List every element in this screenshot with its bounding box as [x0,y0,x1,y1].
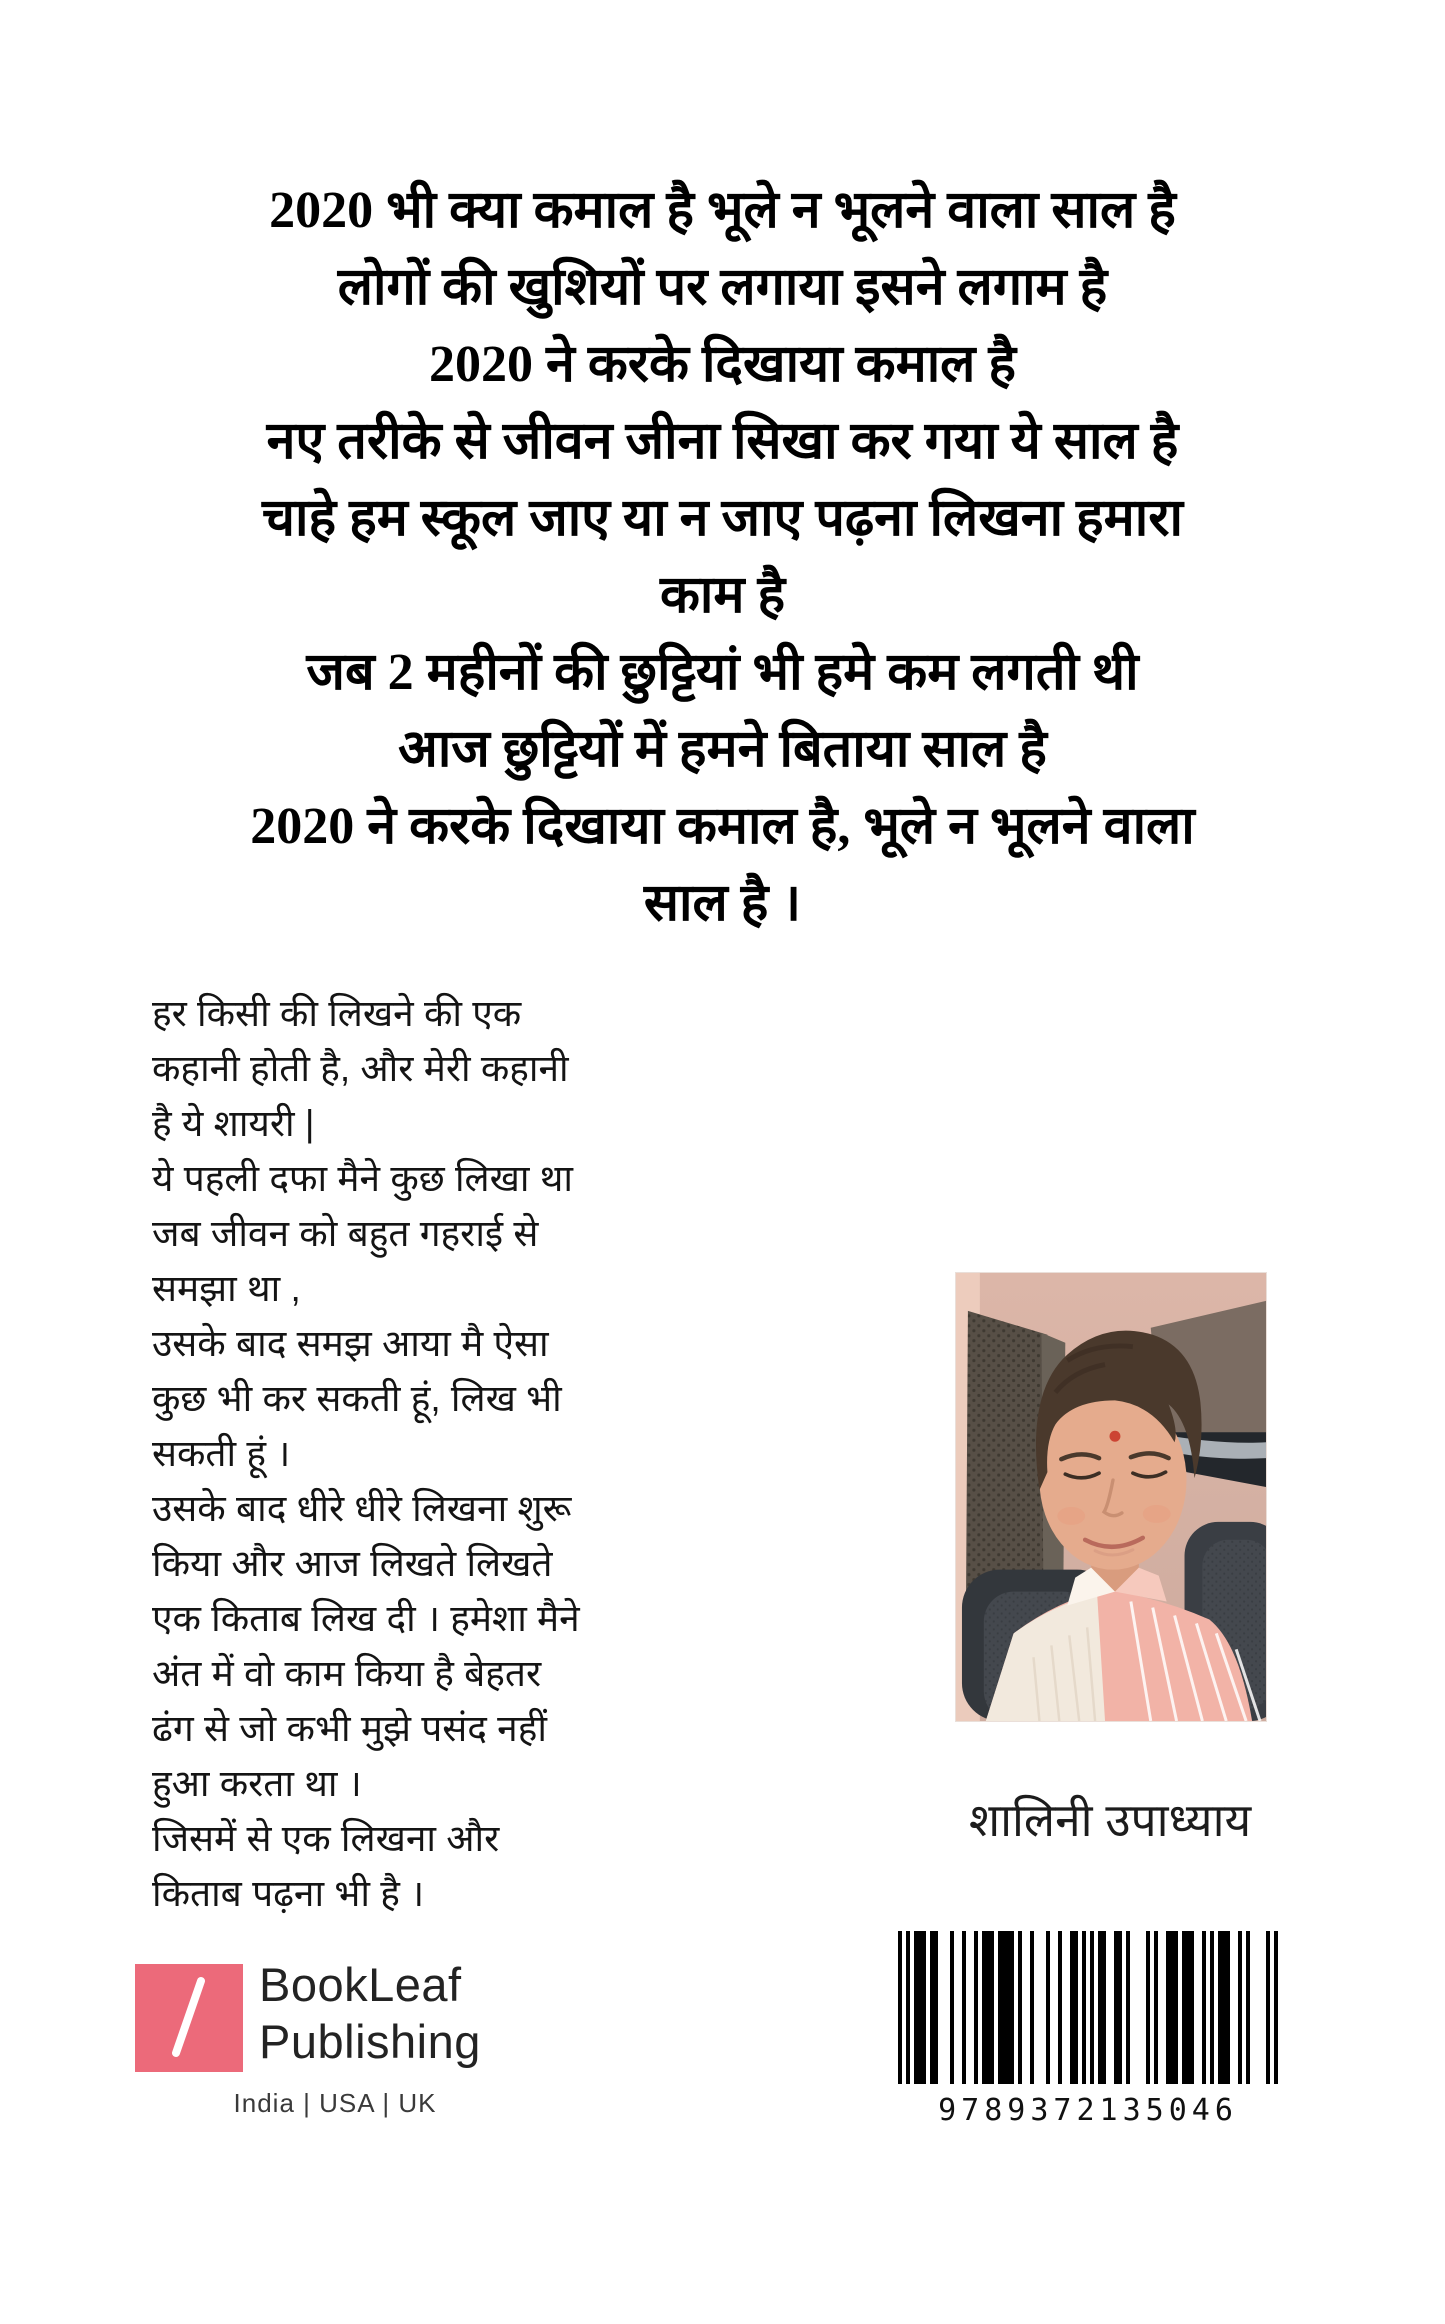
text-line: 2020 ने करके दिखाया कमाल है [428,336,1017,393]
cheek-right [1143,1505,1171,1523]
barcode [898,1931,1278,2128]
text-line: जब जीवन को बहुत गहराई से [152,1213,539,1254]
text-line: लोगों की खुशियों पर लगाया इसने लगाम है [337,259,1108,316]
text-line: अंत में वो काम किया है बेहतर [152,1653,542,1694]
text-line: समझा था , [152,1268,301,1309]
poem-text [70,172,1375,942]
text-line: किताब पढ़ना भी है । [152,1873,425,1914]
text-line: जिसमें से एक लिखना और [152,1818,500,1859]
publisher-logo-mark [135,1964,243,2072]
text-line: चाहे हम स्कूल जाए या न जाए पढ़ना लिखना हमारा [262,490,1183,547]
barcode-bars [898,1931,1278,2084]
author-photo-illustration [956,1273,1266,1721]
publisher-name [259,1956,481,2070]
door-mat [966,1311,1047,1612]
text-line: किया और आज लिखते लिखते [152,1543,553,1584]
isbn-number: 9789372135046 [938,2093,1238,2128]
text-line: है ये शायरी | [152,1103,315,1144]
publisher-name-line2: Publishing [259,2015,481,2068]
publisher-regions: India | USA | UK [233,2088,437,2118]
text-line: उसके बाद समझ आया मै ऐसा [152,1323,549,1364]
text-line: हुआ करता था । [152,1763,362,1804]
publisher-logo [135,1958,535,2119]
author-photo [955,1272,1267,1722]
text-line: कहानी होती है, और मेरी कहानी [152,1048,569,1089]
text-line: 2020 ने करके दिखाया कमाल है, भूले न भूलने वाला [250,798,1195,855]
bindi [1110,1431,1121,1442]
text-line: ढंग से जो कभी मुझे पसंद नहीं [152,1708,547,1749]
text-line: ये पहली दफा मैने कुछ लिखा था [152,1158,573,1199]
text-line: 2020 भी क्या कमाल है भूले न भूलने वाला साल है [269,182,1176,239]
text-line: आज छुट्टियों में हमने बिताया साल है [398,721,1047,778]
text-line: सकती हूं । [152,1433,291,1474]
publisher-name-line1: BookLeaf [259,1958,462,2011]
text-line: साल है । [643,875,802,932]
text-line: जब 2 महीनों की छुट्टियां भी हमे कम लगती थी [306,644,1139,701]
text-line: उसके बाद धीरे धीरे लिखना शुरू [152,1488,572,1529]
text-line: कुछ भी कर सकती हूं, लिख भी [152,1378,562,1419]
text-line: एक किताब लिख दी । हमेशा मैने [152,1598,580,1639]
author-bio [152,986,712,1921]
slash-icon [135,1964,243,2072]
cheek-left [1057,1507,1085,1525]
author-name: शालिनी उपाध्याय [968,1794,1252,1846]
text-line: हर किसी की लिखने की एक [152,993,522,1034]
publisher-logo-row [135,1958,535,2072]
text-line: काम है [659,567,786,624]
text-line: नए तरीके से जीवन जीना सिखा कर गया ये साल है [266,413,1179,470]
